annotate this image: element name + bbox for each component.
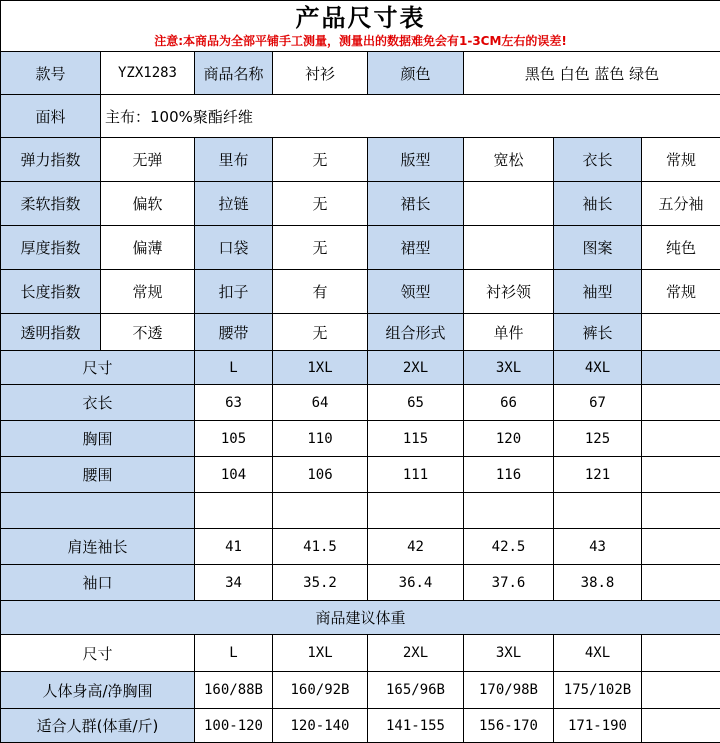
measurement-cell	[642, 421, 720, 457]
measurement-cell: 160/88B	[195, 672, 273, 709]
table-row	[1, 493, 720, 529]
measurement-cell: 141-155	[368, 709, 464, 743]
measurement-cell: 106	[273, 457, 368, 493]
attribute-value: 常规	[642, 138, 720, 182]
attribute-label: 透明指数	[1, 314, 101, 351]
size-header-cell: 2XL	[368, 351, 464, 385]
measurement-cell: 105	[195, 421, 273, 457]
attribute-value	[642, 314, 720, 351]
weight-header-cell: 4XL	[554, 635, 642, 672]
measurement-cell: 35.2	[273, 565, 368, 601]
attribute-row	[1, 226, 720, 270]
attribute-value: 无	[273, 314, 368, 351]
table-row	[1, 709, 720, 743]
fabric-value: 主布：100%聚酯纤维	[101, 95, 720, 138]
measurement-cell	[642, 457, 720, 493]
attribute-label: 领型	[368, 270, 464, 314]
measurement-cell: 41.5	[273, 529, 368, 565]
attribute-row	[1, 314, 720, 351]
measurement-cell: 171-190	[554, 709, 642, 743]
weight-header-cell: 3XL	[464, 635, 554, 672]
attribute-value: 偏软	[101, 182, 195, 226]
attribute-value: 单件	[464, 314, 554, 351]
measurement-cell: 34	[195, 565, 273, 601]
attribute-value: 纯色	[642, 226, 720, 270]
measurement-cell: 156-170	[464, 709, 554, 743]
row-label	[1, 493, 195, 529]
size-header-row	[1, 351, 720, 385]
measurement-cell: 125	[554, 421, 642, 457]
measurement-cell	[642, 709, 720, 743]
attribute-value: 有	[273, 270, 368, 314]
info-row	[1, 52, 720, 95]
measurement-cell: 64	[273, 385, 368, 421]
attribute-label: 柔软指数	[1, 182, 101, 226]
attribute-value: 无	[273, 138, 368, 182]
attribute-row	[1, 270, 720, 314]
attribute-value: 无弹	[101, 138, 195, 182]
style-no: YZX1283	[101, 52, 195, 95]
attribute-value: 五分袖	[642, 182, 720, 226]
measurement-cell	[464, 493, 554, 529]
attribute-label: 裙型	[368, 226, 464, 270]
measurement-note: 注意:本商品为全部平铺手工测量，测量出的数据难免会有1-3CM左右的误差!	[1, 33, 720, 49]
fabric-label: 面料	[1, 95, 101, 138]
table-row	[1, 421, 720, 457]
attribute-row	[1, 182, 720, 226]
row-label: 袖口	[1, 565, 195, 601]
attributes-section	[1, 138, 720, 351]
attribute-label: 长度指数	[1, 270, 101, 314]
weight-section-title: 商品建议体重	[1, 601, 720, 635]
measurement-cell: 175/102B	[554, 672, 642, 709]
table-row	[1, 457, 720, 493]
attribute-label: 袖型	[554, 270, 642, 314]
measurement-cell: 160/92B	[273, 672, 368, 709]
attribute-value: 常规	[101, 270, 195, 314]
measurement-cell: 165/96B	[368, 672, 464, 709]
weight-header-cell: 2XL	[368, 635, 464, 672]
measurement-cell	[642, 672, 720, 709]
measurement-cell: 104	[195, 457, 273, 493]
attribute-label: 组合形式	[368, 314, 464, 351]
attribute-label: 里布	[195, 138, 273, 182]
title-cell	[1, 1, 720, 52]
measurement-cell: 66	[464, 385, 554, 421]
page-title: 产品尺寸表	[1, 3, 720, 33]
measurement-cell: 38.8	[554, 565, 642, 601]
measurement-cell: 120-140	[273, 709, 368, 743]
attribute-label: 扣子	[195, 270, 273, 314]
fabric-row	[1, 95, 720, 138]
measurement-cell: 120	[464, 421, 554, 457]
weight-header-cell: L	[195, 635, 273, 672]
attribute-label: 袖长	[554, 182, 642, 226]
row-label: 衣长	[1, 385, 195, 421]
size-header-cell: 1XL	[273, 351, 368, 385]
measurement-cell	[642, 529, 720, 565]
row-label: 适合人群(体重/斤)	[1, 709, 195, 743]
size-header-cell: 3XL	[464, 351, 554, 385]
measurement-cell	[642, 493, 720, 529]
measurement-cell	[554, 493, 642, 529]
measurement-cell: 115	[368, 421, 464, 457]
attribute-value: 宽松	[464, 138, 554, 182]
measurement-cell: 116	[464, 457, 554, 493]
style-no-label: 款号	[1, 52, 101, 95]
weight-header-cell: 1XL	[273, 635, 368, 672]
measurement-cell	[642, 385, 720, 421]
attribute-value: 偏薄	[101, 226, 195, 270]
attribute-label: 厚度指数	[1, 226, 101, 270]
measurement-cell: 65	[368, 385, 464, 421]
attribute-label: 版型	[368, 138, 464, 182]
attribute-label: 拉链	[195, 182, 273, 226]
attribute-label: 裙长	[368, 182, 464, 226]
attribute-value: 无	[273, 182, 368, 226]
measurement-cell: 63	[195, 385, 273, 421]
weight-header-row	[1, 635, 720, 672]
weight-section-row	[1, 601, 720, 635]
measurement-cell	[642, 565, 720, 601]
attribute-row	[1, 138, 720, 182]
measurement-cell: 111	[368, 457, 464, 493]
weight-rows	[1, 672, 720, 743]
measurement-cell: 42	[368, 529, 464, 565]
measurement-cell: 37.6	[464, 565, 554, 601]
table-row	[1, 385, 720, 421]
table-row	[1, 565, 720, 601]
measurement-cell: 42.5	[464, 529, 554, 565]
row-label: 胸围	[1, 421, 195, 457]
measurement-cell	[273, 493, 368, 529]
measurement-cell: 43	[554, 529, 642, 565]
color-label: 颜色	[368, 52, 464, 95]
measurement-cell: 36.4	[368, 565, 464, 601]
attribute-value: 不透	[101, 314, 195, 351]
attribute-value: 无	[273, 226, 368, 270]
attribute-value	[464, 226, 554, 270]
measurement-cell: 170/98B	[464, 672, 554, 709]
attribute-label: 衣长	[554, 138, 642, 182]
title-row	[1, 1, 720, 52]
attribute-label: 裤长	[554, 314, 642, 351]
attribute-label: 图案	[554, 226, 642, 270]
measurement-cell: 110	[273, 421, 368, 457]
weight-header-cell	[642, 635, 720, 672]
row-label: 腰围	[1, 457, 195, 493]
size-header-cell	[642, 351, 720, 385]
size-header-cell: 4XL	[554, 351, 642, 385]
measurement-cell	[368, 493, 464, 529]
measurement-cell: 121	[554, 457, 642, 493]
size-header-cell: 尺寸	[1, 351, 195, 385]
measurement-cell: 67	[554, 385, 642, 421]
measurement-cell: 41	[195, 529, 273, 565]
attribute-value: 常规	[642, 270, 720, 314]
attribute-label: 口袋	[195, 226, 273, 270]
table-row	[1, 672, 720, 709]
name-label: 商品名称	[195, 52, 273, 95]
measurement-cell	[195, 493, 273, 529]
row-label: 肩连袖长	[1, 529, 195, 565]
size-rows	[1, 385, 720, 601]
attribute-label: 腰带	[195, 314, 273, 351]
measurement-cell: 100-120	[195, 709, 273, 743]
attribute-label: 弹力指数	[1, 138, 101, 182]
size-header-cell: L	[195, 351, 273, 385]
attribute-value: 衬衫领	[464, 270, 554, 314]
row-label: 人体身高/净胸围	[1, 672, 195, 709]
weight-header-cell: 尺寸	[1, 635, 195, 672]
attribute-value	[464, 182, 554, 226]
product-name: 衬衫	[273, 52, 368, 95]
color-values: 黑色 白色 蓝色 绿色	[464, 52, 720, 95]
table-row	[1, 529, 720, 565]
